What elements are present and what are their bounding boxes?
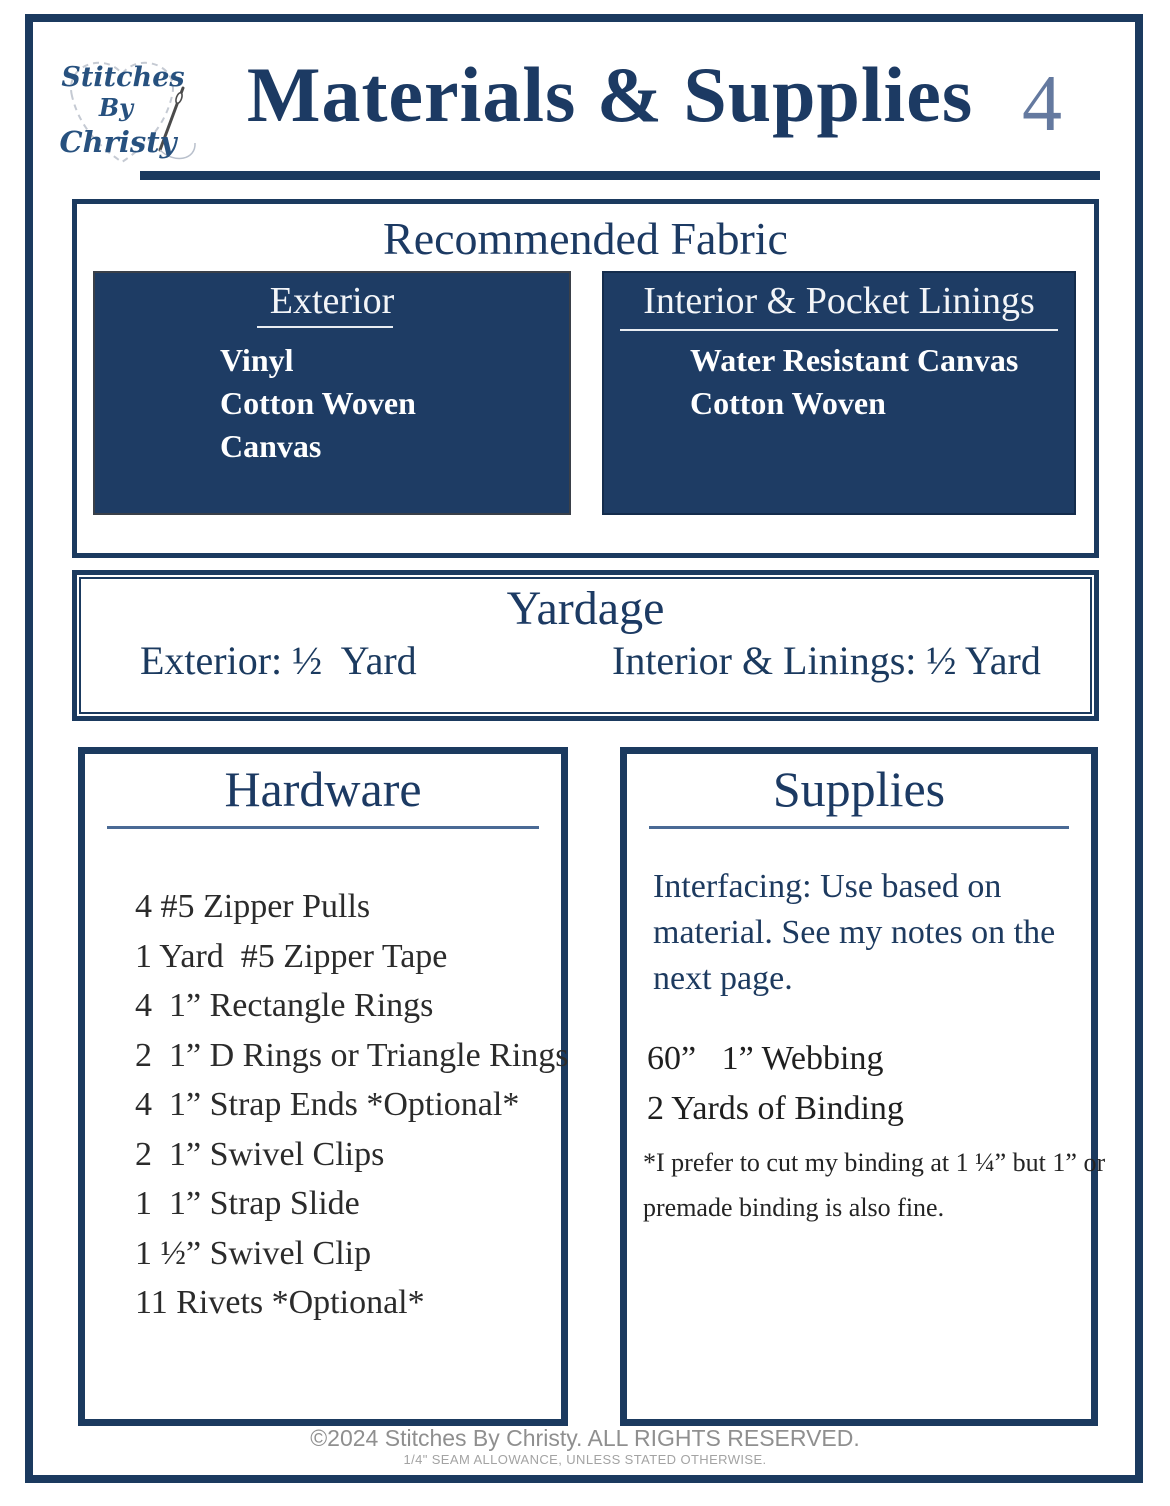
exterior-title-underline bbox=[257, 326, 393, 328]
footer-copyright: ©2024 Stitches By Christy. ALL RIGHTS RESERVED. bbox=[310, 1425, 860, 1451]
supplies-item: 60” 1” Webbing bbox=[647, 1040, 884, 1077]
hardware-item: 4 1” Strap Ends *Optional* bbox=[135, 1086, 520, 1123]
binding-note bbox=[643, 1140, 1106, 1230]
fabric-item: Cotton Woven bbox=[690, 385, 886, 421]
section-hardware bbox=[78, 747, 568, 1426]
section-supplies bbox=[620, 747, 1106, 1426]
hardware-title-underline bbox=[107, 826, 539, 829]
fabric-item: Canvas bbox=[220, 428, 322, 464]
recommended-fabric-title: Recommended Fabric bbox=[383, 213, 788, 264]
fabric-item: Vinyl bbox=[220, 342, 294, 378]
interior-fabric-title: Interior & Pocket Linings bbox=[643, 280, 1035, 322]
supplies-item: 2 Yards of Binding bbox=[647, 1090, 904, 1127]
interior-title-underline bbox=[620, 329, 1058, 331]
footer-seam-note: 1/4" SEAM ALLOWANCE, UNLESS STATED OTHERWISE. bbox=[403, 1452, 767, 1467]
hardware-item: 1 1” Strap Slide bbox=[135, 1185, 360, 1222]
logo-text-line2: By bbox=[98, 93, 134, 122]
exterior-fabric-list bbox=[220, 339, 563, 513]
logo-text-line1: Stitches bbox=[61, 62, 185, 93]
fabric-item: Water Resistant Canvas bbox=[690, 342, 1019, 378]
fabric-item: Cotton Woven bbox=[220, 385, 416, 421]
yardage-interior-value: Interior & Linings: ½ Yard bbox=[612, 638, 1041, 683]
logo-text-line3: Christy bbox=[59, 125, 177, 159]
hardware-item: 1 Yard #5 Zipper Tape bbox=[135, 937, 448, 975]
interior-fabric-box bbox=[602, 271, 1076, 515]
binding-note-line: *I prefer to cut my binding at 1 ¼” but 1” or bbox=[643, 1148, 1106, 1177]
section-yardage bbox=[72, 570, 1099, 721]
page-title: Materials & Supplies bbox=[246, 51, 974, 138]
supplies-title-underline bbox=[649, 826, 1069, 829]
header-divider bbox=[140, 171, 1100, 180]
hardware-item: 2 1” Swivel Clips bbox=[135, 1135, 385, 1173]
interior-fabric-list bbox=[690, 339, 1068, 513]
yardage-title: Yardage bbox=[506, 582, 665, 635]
yardage-exterior-value: Exterior: ½ Yard bbox=[140, 638, 417, 683]
hardware-item: 2 1” D Rings or Triangle Rings bbox=[135, 1036, 569, 1074]
hardware-item: 11 Rivets *Optional* bbox=[135, 1284, 425, 1321]
section-recommended-fabric bbox=[72, 199, 1099, 558]
page-number: 4 bbox=[1022, 60, 1062, 148]
exterior-fabric-box bbox=[93, 271, 571, 515]
exterior-fabric-title: Exterior bbox=[269, 280, 395, 322]
interfacing-note-line: material. See my notes on the bbox=[653, 914, 1056, 951]
binding-note-line: premade binding is also fine. bbox=[643, 1193, 945, 1222]
interfacing-note-line: Interfacing: Use based on bbox=[653, 868, 1002, 905]
supplies-list bbox=[647, 1034, 904, 1134]
hardware-item: 4 1” Rectangle Rings bbox=[135, 987, 434, 1024]
supplies-title: Supplies bbox=[772, 761, 946, 817]
hardware-item: 1 ½” Swivel Clip bbox=[135, 1234, 372, 1272]
interfacing-note bbox=[653, 864, 1063, 1002]
hardware-title: Hardware bbox=[224, 761, 422, 817]
hardware-list bbox=[135, 882, 569, 1328]
hardware-item: 4 #5 Zipper Pulls bbox=[135, 888, 371, 925]
interfacing-note-line: next page. bbox=[653, 960, 793, 997]
